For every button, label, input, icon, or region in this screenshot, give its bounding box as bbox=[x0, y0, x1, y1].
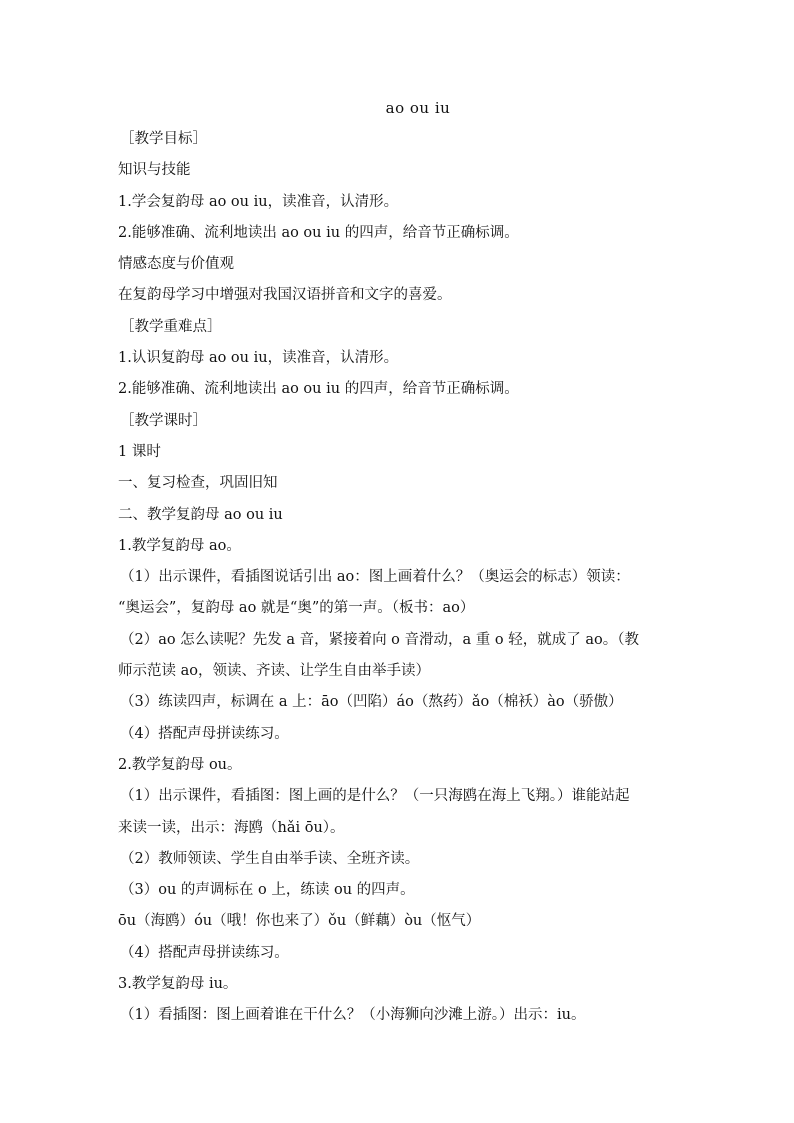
document-page bbox=[118, 92, 678, 1032]
paragraph-line: 来读一读，出示：海鸥（hǎi ōu）。 bbox=[118, 819, 345, 836]
section-heading-key-points: ［教学重难点］ bbox=[120, 318, 222, 335]
paragraph-line: 1 课时 bbox=[118, 443, 161, 460]
paragraph-line: 1.认识复韵母 ao ou iu，读准音，认清形。 bbox=[118, 350, 399, 367]
paragraph-line: 2.能够准确、流利地读出 ao ou iu 的四声，给音节正确标调。 bbox=[118, 224, 519, 241]
paragraph-line: 师示范读 ao，领读、齐读、让学生自由举手读） bbox=[118, 663, 430, 680]
subheading-attitude-values: 情感态度与价值观 bbox=[118, 256, 234, 273]
paragraph-line: 在复韵母学习中增强对我国汉语拼音和文字的喜爱。 bbox=[118, 287, 452, 304]
section-heading-class-hours: ［教学课时］ bbox=[120, 412, 207, 429]
paragraph-line: （1）出示课件，看插图：图上画的是什么？（一只海鸥在海上飞翔。）谁能站起 bbox=[120, 788, 630, 805]
paragraph-line: 1.学会复韵母 ao ou iu，读准音，认清形。 bbox=[118, 193, 399, 210]
paragraph-line: （3）练读四声，标调在 a 上：āo（凹陷）áo（熬药）ǎo（棉袄）ào（骄傲） bbox=[120, 694, 623, 711]
subheading-knowledge-skills: 知识与技能 bbox=[118, 162, 191, 179]
document-title: ao ou iu bbox=[385, 99, 451, 117]
paragraph-line: 2.能够准确、流利地读出 ao ou iu 的四声，给音节正确标调。 bbox=[118, 381, 519, 398]
paragraph-line: （1）看插图：图上画着谁在干什么？（小海狮向沙滩上游。）出示：iu。 bbox=[120, 1007, 586, 1024]
paragraph-line: （4）搭配声母拼读练习。 bbox=[120, 944, 289, 961]
subsection-iu: 3.教学复韵母 iu。 bbox=[118, 976, 238, 993]
paragraph-line: （2）教师领读、学生自由举手读、全班齐读。 bbox=[120, 850, 420, 867]
paragraph-line: （2）ao 怎么读呢？先发 a 音，紧接着向 o 音滑动，a 重 o 轻，就成了 ao。（教 bbox=[120, 631, 639, 648]
paragraph-line: “奥运会”，复韵母 ao 就是“奥”的第一声。（板书：ao） bbox=[118, 600, 475, 617]
paragraph-line: （3）ou 的声调标在 o 上，练读 ou 的四声。 bbox=[120, 882, 415, 899]
step-heading-review: 一、复习检查，巩固旧知 bbox=[118, 475, 278, 492]
section-heading-objectives: ［教学目标］ bbox=[120, 131, 207, 147]
paragraph-line: （4）搭配声母拼读练习。 bbox=[120, 725, 289, 742]
document-body bbox=[118, 124, 678, 1032]
subsection-ao: 1.教学复韵母 ao。 bbox=[118, 537, 241, 554]
paragraph-line: （1）出示课件，看插图说话引出 ao：图上画着什么？（奥运会的标志）领读： bbox=[120, 569, 630, 586]
paragraph-line: ōu（海鸥）óu（哦！你也来了）ǒu（鲜藕）òu（怄气） bbox=[118, 913, 481, 930]
step-heading-teach: 二、教学复韵母 ao ou iu bbox=[118, 506, 283, 523]
subsection-ou: 2.教学复韵母 ou。 bbox=[118, 756, 242, 773]
